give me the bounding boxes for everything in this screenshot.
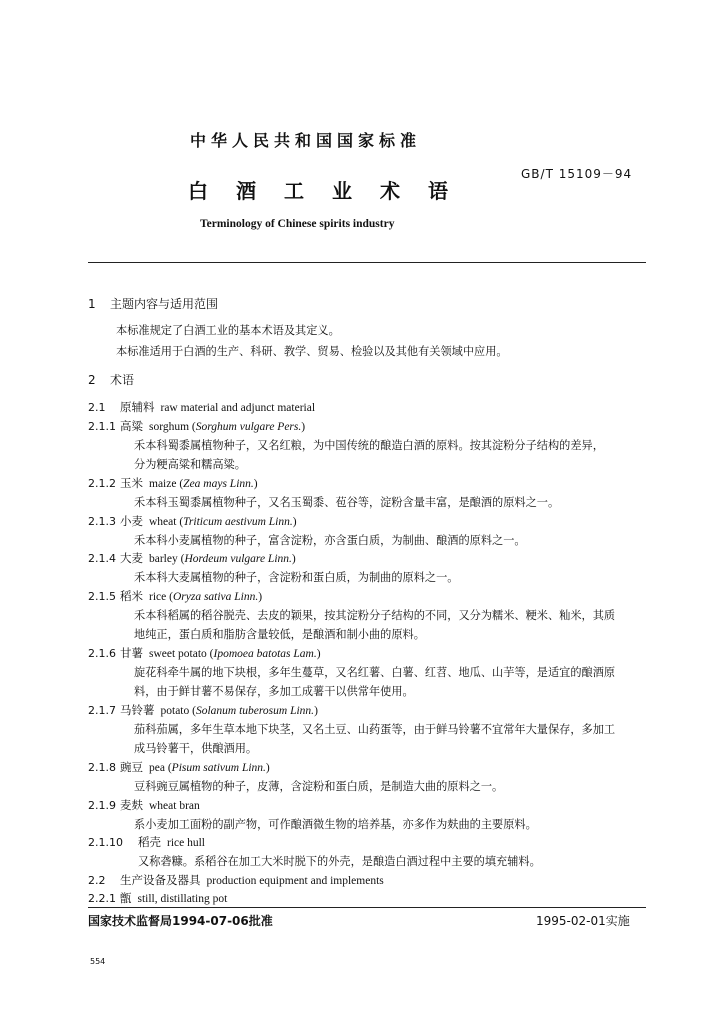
term-definition: 禾本科小麦属植物的种子，富含淀粉，亦含蛋白质，为制曲、酿酒的原料之一。 — [134, 534, 526, 547]
term-chinese: 生产设备及器具 — [120, 873, 201, 887]
latin-name: Triticum aestivum Linn. — [183, 516, 293, 528]
latin-name: Oryza sativa Linn. — [172, 591, 259, 603]
term-chinese: 小麦 — [120, 514, 143, 528]
term-2-2-1 — [88, 890, 227, 906]
term-english-close: ) — [292, 516, 297, 528]
term-english-close: ) — [291, 553, 296, 565]
latin-name: Hordeum vulgare Linn. — [184, 553, 292, 565]
term-definition: 禾本科稻属的稻谷脱壳、去皮的颖果，按其淀粉分子结构的不同，又分为糯米、粳米、籼米，其质 — [134, 609, 616, 622]
issuing-organization: 中华人民共和国国家标准 — [190, 131, 422, 150]
term-english: raw material and adjunct material — [160, 402, 316, 414]
section-title: 术语 — [110, 373, 135, 387]
latin-name: Pisum sativum Linn. — [171, 762, 266, 774]
term-number: 2.1.7 — [88, 704, 116, 717]
term-english: sweet potato ( — [149, 648, 214, 660]
term-number: 2.1.3 — [88, 515, 116, 528]
term-number: 2.1.5 — [88, 590, 116, 603]
term-definition: 禾本科玉蜀黍属植物种子，又名玉蜀黍、苞谷等，淀粉含量丰富，是酿酒的原料之一。 — [134, 496, 560, 509]
section-number: 2 — [88, 373, 96, 387]
term-english-close: ) — [253, 478, 258, 490]
term-english-close: ) — [301, 421, 306, 433]
section-1-heading — [88, 295, 218, 312]
term-2-1 — [88, 399, 315, 415]
term-english-close: ) — [265, 762, 270, 774]
term-chinese: 稻壳 — [138, 835, 161, 849]
term-chinese: 麦麸 — [120, 798, 143, 812]
term-english-close: ) — [314, 705, 318, 717]
paragraph: 本标准适用于白酒的生产、科研、教学、贸易、检验以及其他有关领域中应用。 — [116, 345, 508, 358]
term-english: pea ( — [149, 762, 172, 774]
term-number: 2.1 — [88, 401, 106, 414]
latin-name: Ipomoea batotas Lam. — [213, 648, 317, 660]
term-definition: 成马铃薯干，供酿酒用。 — [134, 742, 258, 755]
term-english: barley ( — [149, 553, 185, 565]
term-english: sorghum ( — [149, 421, 196, 433]
term-english: wheat ( — [149, 516, 184, 528]
latin-name: Sorghum vulgare Pers. — [195, 421, 302, 433]
term-number: 2.1.2 — [88, 477, 116, 490]
term-chinese: 马铃薯 — [120, 703, 155, 717]
term-definition: 禾本科大麦属植物的种子，含淀粉和蛋白质，为制曲的原料之一。 — [134, 571, 459, 584]
term-english: maize ( — [149, 478, 184, 490]
latin-name: Solanum tuberosum Linn. — [195, 705, 315, 717]
implementation-date: 1995-02-01实施 — [536, 914, 630, 928]
term-definition: 系小麦加工面粉的副产物，可作酿酒微生物的培养基，亦多作为麸曲的主要原料。 — [134, 818, 537, 831]
term-2-1-8 — [88, 759, 270, 775]
term-english: production equipment and implements — [206, 875, 384, 887]
term-2-2 — [88, 872, 384, 888]
term-2-1-9 — [88, 797, 200, 813]
term-english: still, distillating pot — [137, 893, 228, 905]
term-english: rice ( — [149, 591, 173, 603]
term-2-1-10 — [88, 834, 205, 850]
term-chinese: 稻米 — [120, 589, 143, 603]
approval-date: 国家技术监督局1994-07-06批准 — [88, 914, 273, 928]
term-definition: 地纯正，蛋白质和脂肪含量较低，是酿酒和制小曲的原料。 — [134, 628, 425, 641]
section-title: 主题内容与适用范围 — [110, 297, 219, 311]
term-chinese: 甘薯 — [120, 646, 143, 660]
footer-divider — [88, 907, 646, 908]
term-chinese: 高粱 — [120, 419, 143, 433]
term-definition: 又称砻糠。系稻谷在加工大米时脱下的外壳，是酿造白酒过程中主要的填充辅料。 — [138, 855, 541, 868]
english-title: Terminology of Chinese spirits industry — [200, 218, 395, 230]
term-2-1-1 — [88, 418, 305, 434]
term-english: wheat bran — [149, 800, 200, 812]
latin-name: Zea mays Linn. — [183, 478, 254, 490]
term-english: potato ( — [160, 705, 196, 717]
term-number: 2.2.1 — [88, 892, 116, 905]
term-2-1-4 — [88, 550, 296, 566]
term-number: 2.1.8 — [88, 761, 116, 774]
term-number: 2.1.10 — [88, 836, 123, 849]
paragraph: 本标准规定了白酒工业的基本术语及其定义。 — [116, 324, 340, 337]
term-definition: 豆科豌豆属植物的种子，皮薄，含淀粉和蛋白质，是制造大曲的原料之一。 — [134, 780, 504, 793]
term-2-1-7 — [88, 702, 318, 718]
term-definition: 禾本科蜀黍属植物种子，又名红粮，为中国传统的酿造白酒的原料。按其淀粉分子结构的差异， — [134, 439, 604, 452]
term-definition: 料，由于鲜甘薯不易保存，多加工成薯干以供常年使用。 — [134, 685, 414, 698]
term-definition: 旋花科牵牛属的地下块根，多年生蔓草，又名红薯、白薯、红苕、地瓜、山芋等，是适宜的酿酒原 — [134, 666, 616, 679]
term-number: 2.1.1 — [88, 420, 116, 433]
term-definition: 分为粳高粱和糯高粱。 — [134, 458, 246, 471]
document-title: 白酒工业术语 — [188, 179, 476, 203]
term-english: rice hull — [167, 837, 205, 849]
term-number: 2.2 — [88, 874, 106, 887]
term-chinese: 原辅料 — [120, 400, 155, 414]
standard-number: GB/T 15109－94 — [521, 167, 633, 181]
term-2-1-3 — [88, 513, 297, 529]
term-number: 2.1.4 — [88, 552, 116, 565]
term-number: 2.1.9 — [88, 799, 116, 812]
term-chinese: 玉米 — [120, 476, 143, 490]
term-chinese: 大麦 — [120, 551, 143, 565]
term-chinese: 甑 — [120, 891, 132, 905]
term-number: 2.1.6 — [88, 647, 116, 660]
page-number: 554 — [90, 957, 106, 966]
term-chinese: 豌豆 — [120, 760, 143, 774]
section-2-heading — [88, 371, 134, 388]
term-2-1-5 — [88, 588, 262, 604]
term-english-close: ) — [316, 648, 321, 660]
term-2-1-2 — [88, 475, 258, 491]
term-definition: 茄科茄属，多年生草本地下块茎，又名土豆、山药蛋等，由于鲜马铃薯不宜常年大量保存，多加工 — [134, 723, 616, 736]
term-2-1-6 — [88, 645, 321, 661]
header-divider — [88, 262, 646, 263]
section-number: 1 — [88, 297, 96, 311]
term-english-close: ) — [258, 591, 263, 603]
